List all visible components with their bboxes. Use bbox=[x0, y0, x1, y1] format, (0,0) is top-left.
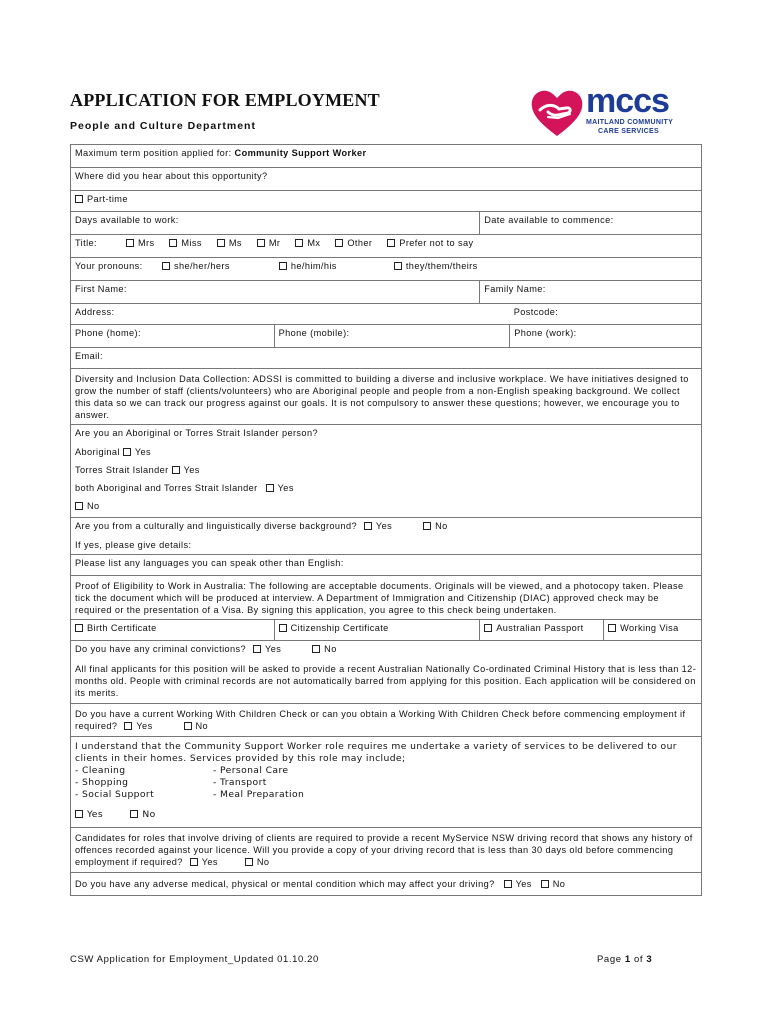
position-value: Community Support Worker bbox=[234, 148, 367, 158]
date-available-field[interactable]: Date available to commence: bbox=[480, 212, 702, 235]
address-field[interactable]: Address: bbox=[71, 304, 510, 325]
title-ms-checkbox[interactable] bbox=[217, 239, 225, 247]
services-list-right: - Personal Care - Transport - Meal Preparation bbox=[213, 764, 305, 800]
footer-page-number: Page 1 of 3 bbox=[597, 954, 653, 965]
position-row[interactable]: Maximum term position applied for: Community Support Worker bbox=[71, 145, 702, 168]
both-option: both Aboriginal and Torres Strait Islander Yes bbox=[71, 480, 702, 498]
heart-hands-logo-icon bbox=[528, 84, 586, 140]
driving-yes-checkbox[interactable] bbox=[190, 858, 198, 866]
application-form bbox=[70, 144, 702, 896]
languages-field[interactable]: Please list any languages you can speak other than English: bbox=[71, 555, 702, 576]
medical-question-row: Do you have any adverse medical, physical or mental condition which may affect your driving? Yes No bbox=[71, 872, 702, 895]
mccs-logo bbox=[528, 84, 698, 142]
phone-work-field[interactable]: Phone (work): bbox=[510, 325, 702, 348]
title-mrs-checkbox[interactable] bbox=[126, 239, 134, 247]
convictions-no-checkbox[interactable] bbox=[312, 645, 320, 653]
cald-no-checkbox[interactable] bbox=[423, 522, 431, 530]
pronoun-she-checkbox[interactable] bbox=[162, 262, 170, 270]
aboriginal-no-option: No bbox=[71, 498, 702, 518]
title-other-checkbox[interactable] bbox=[335, 239, 343, 247]
birth-cert-checkbox[interactable] bbox=[75, 624, 83, 632]
pronouns-row: Your pronouns: she/her/hers he/him/his they/them/theirs bbox=[71, 258, 702, 281]
services-confirm: Yes No bbox=[75, 809, 697, 821]
services-section bbox=[71, 736, 702, 827]
doc-citizenship-cert: Citizenship Certificate bbox=[274, 620, 480, 641]
passport-checkbox[interactable] bbox=[484, 624, 492, 632]
first-name-field[interactable]: First Name: bbox=[71, 281, 480, 304]
cald-yes-checkbox[interactable] bbox=[364, 522, 372, 530]
working-visa-checkbox[interactable] bbox=[608, 624, 616, 632]
days-available-field[interactable]: Days available to work: bbox=[71, 212, 480, 235]
page-title: APPLICATION FOR EMPLOYMENT bbox=[70, 90, 380, 110]
aboriginal-question: Are you an Aboriginal or Torres Strait Islander person? bbox=[71, 425, 702, 444]
logo-wordmark: mccs bbox=[586, 82, 669, 120]
driving-record-row: Candidates for roles that involve driving of clients are required to provide a recent MyService NSW driving record that shows any history of offences recorded against your licence. Will you provide a copy of your driving record that is less than 30 days old before commencing employment if required? Yes No bbox=[71, 827, 702, 872]
email-field[interactable]: Email: bbox=[71, 348, 702, 369]
wwcc-yes-checkbox[interactable] bbox=[124, 722, 132, 730]
eligibility-statement: Proof of Eligibility to Work in Australia: The following are acceptable documents. Originals will be viewed, and a photocopy taken. Please tick the document which will be produced at interview. A Department of Immigration and Citizenship (DIAC) approved check may be required or the presentation of a Visa. By signing this application, you agree to this check being undertaken. bbox=[71, 576, 702, 620]
doc-working-visa: Working Visa bbox=[604, 620, 702, 641]
phone-home-field[interactable]: Phone (home): bbox=[71, 325, 275, 348]
title-row: Title: Mrs Miss Ms Mr Mx Other Prefer not to say bbox=[71, 235, 702, 258]
both-yes-checkbox[interactable] bbox=[266, 484, 274, 492]
family-name-field[interactable]: Family Name: bbox=[480, 281, 702, 304]
postcode-field[interactable]: Postcode: bbox=[510, 304, 702, 325]
title-miss-checkbox[interactable] bbox=[169, 239, 177, 247]
cald-details-field[interactable]: If yes, please give details: bbox=[71, 537, 702, 555]
medical-yes-checkbox[interactable] bbox=[504, 880, 512, 888]
footer-doc-version: CSW Application for Employment_Updated 01.10.20 bbox=[70, 954, 319, 965]
services-yes-checkbox[interactable] bbox=[75, 810, 83, 818]
services-intro: I understand that the Community Support Worker role requires me undertake a variety of services to be delivered to our clients in their homes. Services provided by this role may include; bbox=[75, 740, 677, 764]
part-time-row: Part-time bbox=[71, 191, 702, 212]
wwcc-no-checkbox[interactable] bbox=[184, 722, 192, 730]
convictions-statement: All final applicants for this position will be asked to provide a recent Australian Nationally Co-ordinated Criminal History that is less than 12-months old. People with criminal records are not automatically barred from applying for this position. Each application will be considered on its merits. bbox=[71, 661, 702, 704]
pronoun-they-checkbox[interactable] bbox=[394, 262, 402, 270]
logo-line-2: CARE SERVICES bbox=[598, 128, 659, 135]
driving-no-checkbox[interactable] bbox=[245, 858, 253, 866]
convictions-question-row: Do you have any criminal convictions? Yes No bbox=[71, 641, 702, 661]
title-prefer-not-checkbox[interactable] bbox=[387, 239, 395, 247]
title-mx-checkbox[interactable] bbox=[295, 239, 303, 247]
aboriginal-no-checkbox[interactable] bbox=[75, 502, 83, 510]
aboriginal-yes-checkbox[interactable] bbox=[123, 448, 131, 456]
logo-line-1: MAITLAND COMMUNITY bbox=[586, 119, 674, 126]
torres-yes-checkbox[interactable] bbox=[172, 466, 180, 474]
services-no-checkbox[interactable] bbox=[130, 810, 138, 818]
wwcc-question-row: Do you have a current Working With Children Check or can you obtain a Working With Children Check before commencing employment if required? Yes No bbox=[71, 703, 702, 736]
citizenship-cert-checkbox[interactable] bbox=[279, 624, 287, 632]
title-mr-checkbox[interactable] bbox=[257, 239, 265, 247]
phone-mobile-field[interactable]: Phone (mobile): bbox=[274, 325, 510, 348]
aboriginal-option: Aboriginal Yes bbox=[71, 444, 702, 462]
diversity-statement: Diversity and Inclusion Data Collection: ADSSI is committed to building a diverse and inclusive workplace. We have initiatives designed to grow the number of staff (clients/volunteers) who are Aboriginal people and people from a non-English speaking background. We collect this data so we can track our progress against our goals. It is not compulsory to answer these questions; however, we encourage you to answer. bbox=[71, 369, 702, 425]
torres-option: Torres Strait Islander Yes bbox=[71, 462, 702, 480]
department-subtitle: People and Culture Department bbox=[70, 120, 256, 132]
services-list-left: - Cleaning - Shopping - Social Support bbox=[75, 764, 155, 800]
medical-no-checkbox[interactable] bbox=[541, 880, 549, 888]
pronoun-he-checkbox[interactable] bbox=[279, 262, 287, 270]
doc-birth-cert: Birth Certificate bbox=[71, 620, 275, 641]
part-time-checkbox[interactable] bbox=[75, 195, 83, 203]
hear-about-field[interactable]: Where did you hear about this opportunity? bbox=[71, 168, 702, 191]
convictions-yes-checkbox[interactable] bbox=[253, 645, 261, 653]
doc-passport: Australian Passport bbox=[480, 620, 604, 641]
cald-question-row: Are you from a culturally and linguistically diverse background? Yes No bbox=[71, 518, 702, 537]
